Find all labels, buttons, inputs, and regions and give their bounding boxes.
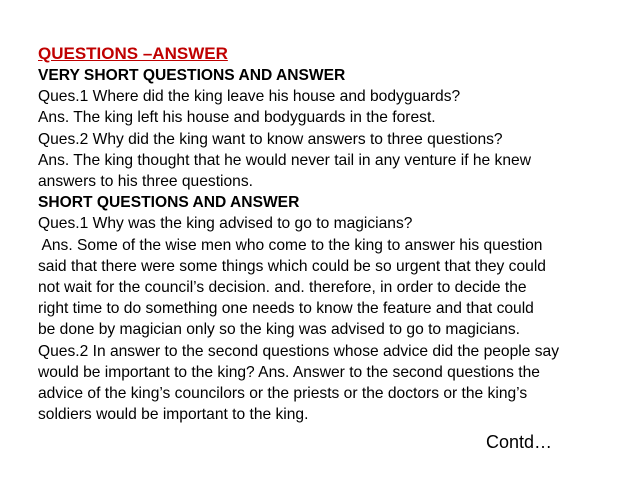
short-heading: SHORT QUESTIONS AND ANSWER [38,194,300,212]
short-line: advice of the king’s councilors or the priests or the doctors or the king’s [38,385,528,403]
short-line: Ans. Some of the wise men who come to the king to answer his question [38,236,543,254]
very-short-line: Ques.1 Where did the king leave his house and bodyguards? [38,88,461,106]
short-line: Ques.2 In answer to the second questions whose advice did the people say [38,342,559,360]
very-short-heading: VERY SHORT QUESTIONS AND ANSWER [38,67,346,84]
short-line: said that there were some things which could be so urgent that they could [38,257,546,275]
very-short-line: Ques.2 Why did the king want to know answers to three questions? [38,130,503,148]
very-short-line: Ans. The king thought that he would never tail in any venture if he knew [38,151,531,169]
very-short-line: Ans. The king left his house and bodyguards in the forest. [38,109,436,127]
very-short-line: answers to his three questions. [38,173,253,191]
short-line: not wait for the council’s decision. and. therefore, in order to decide the [38,279,527,297]
short-line: be done by magician only so the king was advised to go to magicians. [38,321,520,339]
short-line: would be important to the king? Ans. Answer to the second questions the [38,363,540,381]
slide-title: QUESTIONS –ANSWER [38,44,228,63]
slide-content [38,42,598,425]
short-line: right time to do something one needs to know the feature and that could [38,300,534,318]
continued-label: Contd… [486,432,553,452]
short-line: soldiers would be important to the king. [38,406,309,424]
short-line: Ques.1 Why was the king advised to go to magicians? [38,215,413,233]
